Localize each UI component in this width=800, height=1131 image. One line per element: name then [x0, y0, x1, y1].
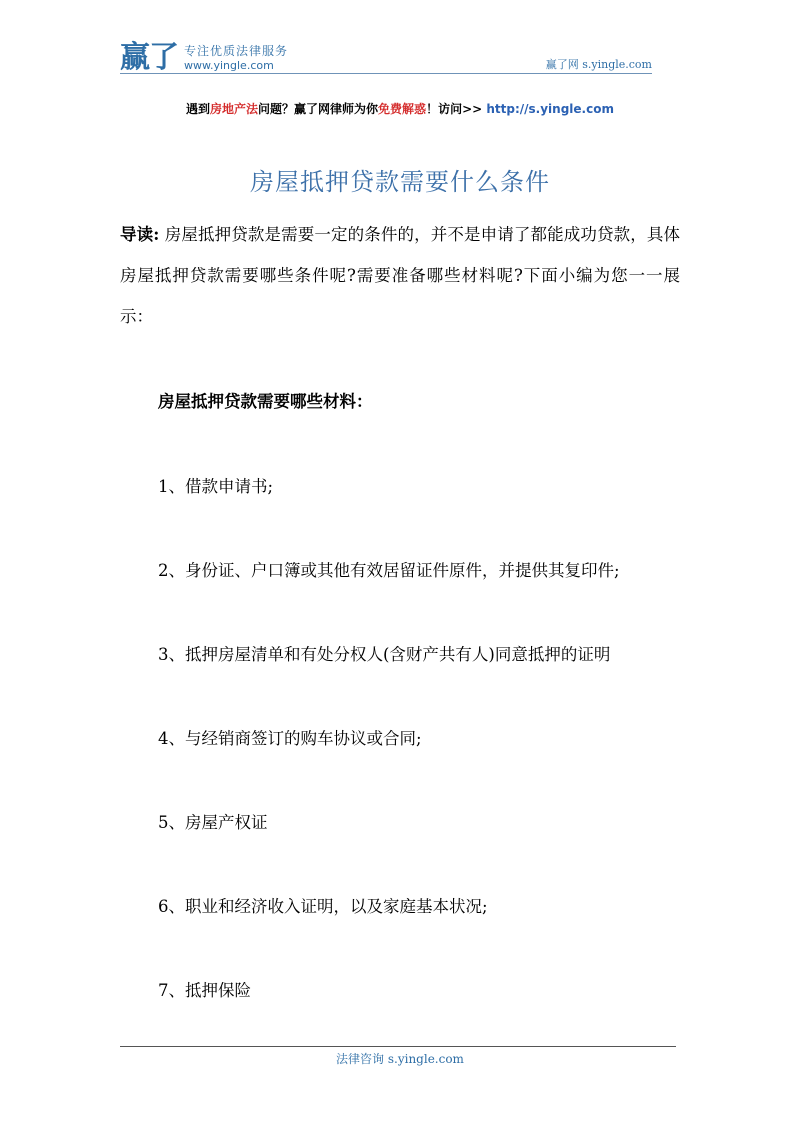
promo-highlight: 免费解惑: [378, 102, 427, 116]
list-item: 3、抵押房屋清单和有处分权人(含财产共有人)同意抵押的证明: [158, 645, 611, 664]
list-item: 5、房屋产权证: [158, 813, 268, 832]
section-heading: 房屋抵押贷款需要哪些材料：: [158, 392, 373, 411]
list-item: 6、职业和经济收入证明，以及家庭基本状况;: [158, 897, 488, 916]
list-item: 7、抵押保险: [158, 981, 251, 1000]
promo-text-2: 问题？赢了网律师为你: [258, 102, 379, 116]
intro-paragraph: [120, 214, 680, 337]
intro-lead: 导读:: [120, 225, 160, 244]
list-item: 4、与经销商签订的购车协议或合同;: [158, 729, 422, 748]
intro-text: 房屋抵押贷款是需要一定的条件的，并不是申请了都能成功贷款，具体房屋抵押贷款需要哪些条件呢?需要准备哪些材料呢?下面小编为您一一展示：: [120, 225, 680, 326]
promo-banner: [0, 100, 800, 117]
header-site-link[interactable]: 赢了网 s.yingle.com: [545, 58, 652, 71]
promo-link[interactable]: http://s.yingle.com: [486, 102, 614, 116]
header-divider: [120, 73, 652, 74]
page-header: [120, 38, 680, 78]
promo-text-3: ！访问>>: [426, 102, 487, 116]
page-title: 房屋抵押贷款需要什么条件: [250, 168, 550, 196]
promo-topic: 房地产法: [210, 102, 259, 116]
logo-url: www.yingle.com: [184, 59, 274, 72]
site-logo[interactable]: [120, 38, 288, 78]
list-item: 2、身份证、户口簿或其他有效居留证件原件，并提供其复印件;: [158, 561, 620, 580]
logo-tagline: 专注优质法律服务: [184, 44, 289, 58]
list-item: 1、借款申请书;: [158, 477, 274, 496]
logo-text: [184, 44, 288, 72]
promo-text-1: 遇到: [186, 102, 211, 116]
footer-divider: [120, 1046, 676, 1047]
logo-mark: 赢了: [120, 40, 178, 75]
footer-link[interactable]: 法律咨询 s.yingle.com: [336, 1052, 464, 1066]
